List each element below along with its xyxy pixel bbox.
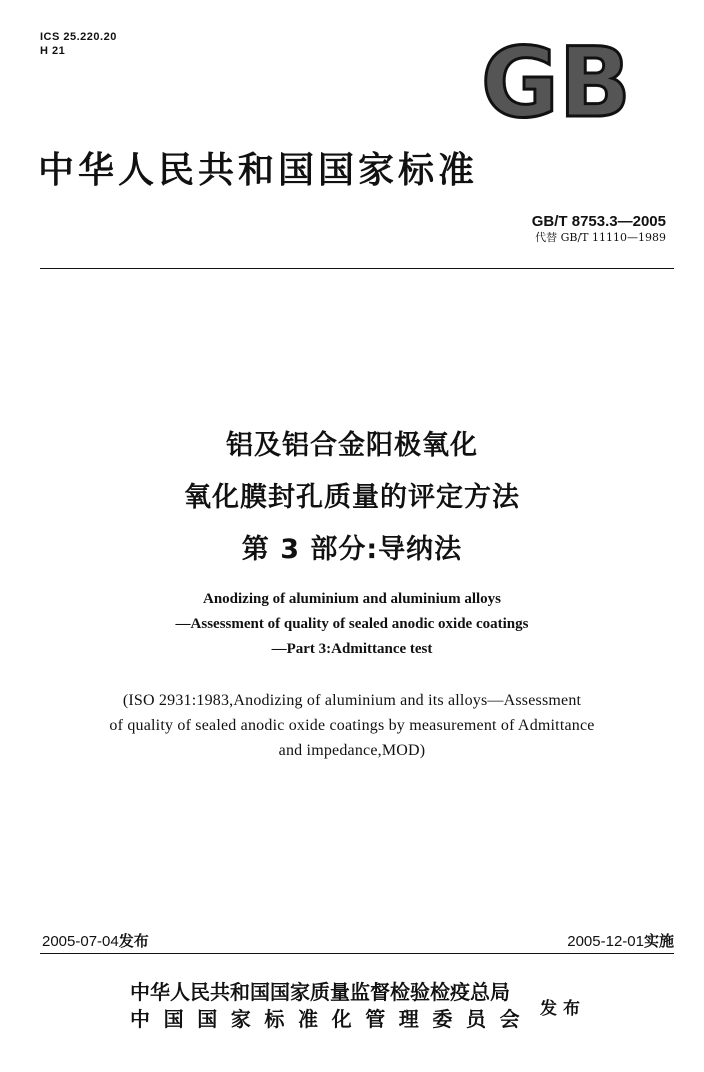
ccs-code: H 21 [40, 45, 66, 57]
footer-divider [40, 953, 674, 954]
iso-reference-line-1: (ISO 2931:1983,Anodizing of aluminium and its alloys—Assessment [122, 692, 582, 709]
ics-code: ICS 25.220.20 [40, 31, 117, 43]
iso-reference-line-2: of quality of sealed anodic oxide coatings by measurement of Admittance [109, 717, 595, 734]
replaces-standard: 代替 GB/T 11110—1989 [535, 231, 666, 244]
gb-logo [478, 38, 634, 124]
classification-codes [40, 30, 117, 58]
publish-label: 发布 [540, 999, 586, 1019]
implement-date: 2005-12-01 [567, 933, 644, 950]
english-title [0, 587, 704, 662]
issue-date-block [42, 931, 149, 952]
issuer-line-1: 中华人民共和国国家质量监督检验检疫总局 [130, 980, 510, 1004]
chinese-title-line-1: 铝及铝合金阳极氧化 [226, 430, 478, 461]
standard-number-block [532, 212, 666, 245]
standard-number: GB/T 8753.3—2005 [531, 213, 666, 230]
issue-date: 2005-07-04 [42, 933, 119, 950]
iso-reference-line-3: and impedance,MOD) [278, 742, 426, 759]
svg-text:GB: GB [481, 38, 631, 124]
implement-date-block [567, 931, 674, 952]
implement-label: 实施 [643, 932, 674, 950]
header-divider [40, 268, 674, 269]
chinese-title-line-3: 第 3 部分:导纳法 [241, 534, 463, 565]
english-title-line-1: Anodizing of aluminium and aluminium alloys [203, 591, 501, 607]
issuer-line-2: 中国国家标准化管理委员会 [130, 1007, 534, 1031]
standard-type-title: 中华人民共和国国家标准 [38, 149, 479, 191]
english-title-line-2: —Assessment of quality of sealed anodic oxide coatings [175, 616, 529, 632]
issue-label: 发布 [118, 932, 149, 950]
chinese-title-line-2: 氧化膜封孔质量的评定方法 [184, 482, 520, 513]
iso-reference [0, 688, 704, 763]
english-title-line-3: —Part 3:Admittance test [271, 641, 433, 657]
chinese-title [0, 420, 704, 576]
issuing-authorities [130, 979, 533, 1033]
